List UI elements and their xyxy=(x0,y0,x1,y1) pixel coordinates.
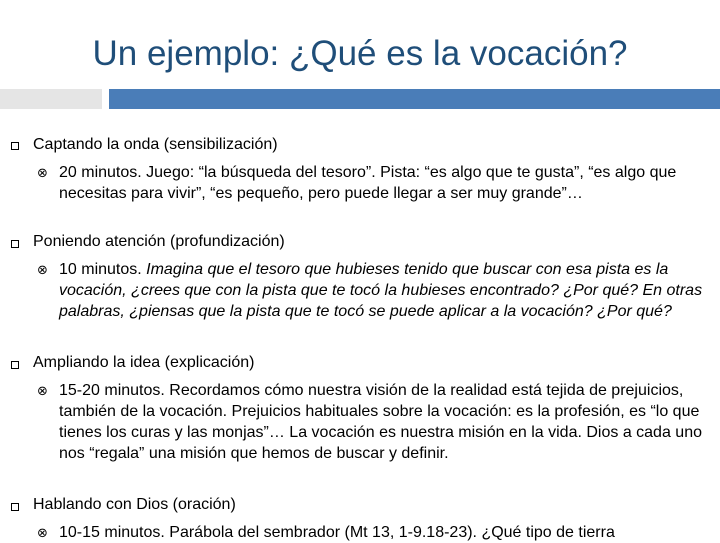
section-item-italic-text: Imagina que el tesoro que hubieses tenido que buscar con esa pista es la vocación, ¿crees que con la pista que te tocó la hubieses encontrado? ¿Por qué? En otras palabras, ¿piensas que la pista que te tocó se puede aplicar a la vocación? ¿Por qué? xyxy=(59,261,703,320)
hollow-square-bullet-icon xyxy=(11,361,19,369)
section-heading: Poniendo atención (profundización) xyxy=(33,233,285,250)
section-heading: Hablando con Dios (oración) xyxy=(33,496,236,513)
section-heading: Ampliando la idea (explicación) xyxy=(33,354,255,371)
section-item-text: 10 minutos. xyxy=(59,261,147,278)
section-item-text: 10-15 minutos. Parábola del sembrador (Mt 13, 1-9.18-23). ¿Qué tipo de tierra xyxy=(59,524,615,541)
section-item xyxy=(59,162,709,204)
section-item-text: 15-20 minutos. Recordamos cómo nuestra visión de la realidad está tejida de prejuicios, también de la vocación. Prejuicios habituales sobre la vocación: es la profesión, es “lo que tienes los curas y las monjas”… La vocación es nuestra misión en la vida. Dios a cada uno nos “regala” una misión que hemos de buscar y definir. xyxy=(59,382,702,462)
hollow-square-bullet-icon xyxy=(11,240,19,248)
hollow-square-bullet-icon xyxy=(11,142,19,150)
cross-circle-bullet-icon: ⊗ xyxy=(37,384,48,399)
slide-title: Un ejemplo: ¿Qué es la vocación? xyxy=(92,34,628,73)
section-item xyxy=(59,259,709,322)
cross-circle-bullet-icon: ⊗ xyxy=(37,526,48,541)
section-item-text: 20 minutos. Juego: “la búsqueda del tesoro”. Pista: “es algo que te gusta”, “es algo que necesitas para vivir”, “es pequeño, pero puede llegar a ser muy grande”… xyxy=(59,164,677,202)
section-heading: Captando la onda (sensibilización) xyxy=(33,136,278,153)
section-item xyxy=(59,380,709,464)
hollow-square-bullet-icon xyxy=(11,503,19,511)
cross-circle-bullet-icon: ⊗ xyxy=(37,263,48,278)
cross-circle-bullet-icon: ⊗ xyxy=(37,166,48,181)
